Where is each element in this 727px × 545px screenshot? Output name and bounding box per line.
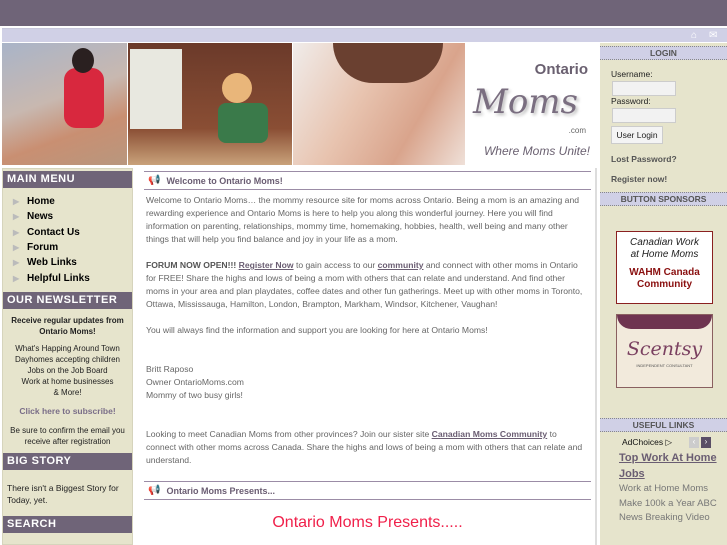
useful-links-title: USEFUL LINKS — [600, 418, 727, 432]
menu-item-forum[interactable] — [13, 240, 132, 255]
main-content — [140, 168, 597, 545]
menu-item-home[interactable] — [13, 194, 132, 209]
signature-name: Britt Raposo — [146, 364, 194, 374]
big-story-text: There isn't a Biggest Story for Today, yet. — [7, 482, 119, 505]
intro-paragraph: Welcome to Ontario Moms… the mommy resource site for moms across Ontario. Being a mom is an amazing and rewarding experience and Ontario Moms is here to help you along this wonderful journey. Here you will find information on parenting, relationships, mommy time, homemaking, hobbies, health, well being and many other things that will help you find balance and joy in your life as a mom. — [146, 195, 580, 244]
sponsor-text: Scentsy — [626, 338, 703, 360]
signature-owner: Owner OntarioMoms.com — [146, 377, 244, 387]
photo-mom-beach — [2, 43, 127, 165]
megaphone-icon: 📢 — [148, 485, 161, 496]
signature-note: Mommy of two busy girls! — [146, 390, 243, 400]
newsletter-item: Jobs on the Job Board — [27, 365, 108, 375]
sponsor-text: Canadian Work — [630, 237, 699, 248]
community-link[interactable]: community — [377, 260, 424, 270]
tagline: Where Moms Unite! — [483, 144, 590, 158]
password-input[interactable] — [612, 108, 676, 123]
sponsor-scentsy[interactable] — [616, 314, 713, 388]
newsletter-item: Dayhomes accepting children — [15, 354, 120, 364]
logo-com: .com — [568, 126, 586, 135]
sister-site-paragraph — [140, 428, 595, 467]
subscribe-link[interactable]: Click here to subscribe! — [19, 405, 116, 416]
menu-item-news[interactable] — [13, 209, 132, 224]
text: to connect with other moms across Canada. Share the highs and lows of being a mom with others that can relate and understand. — [146, 429, 583, 465]
support-paragraph: You will always find the information and support you are looking for here at Ontario Moms! — [146, 325, 488, 335]
menu-label: Contact Us — [27, 226, 80, 238]
menu-label: Forum — [27, 242, 59, 254]
presents-heading — [144, 481, 591, 500]
newsletter-title: OUR NEWSLETTER — [3, 292, 132, 309]
ad-text[interactable]: Work at Home Moms Make 100k a Year ABC News Breaking Video — [619, 483, 717, 523]
arrow-icon: ▶ — [13, 243, 20, 253]
next-ad-icon[interactable]: › — [701, 437, 711, 448]
register-now-link[interactable]: Register now! — [611, 174, 668, 184]
megaphone-icon: 📢 — [148, 175, 161, 186]
scentsy-banner — [617, 315, 712, 329]
menu-label: Home — [27, 196, 55, 208]
arrow-icon: ▶ — [13, 258, 20, 268]
nav-bar — [2, 28, 727, 42]
left-sidebar — [2, 168, 133, 545]
forum-open: FORUM NOW OPEN!!! — [146, 260, 237, 270]
adchoices[interactable]: AdChoices ▷ ‹ › — [600, 437, 727, 448]
lost-password-link[interactable]: Lost Password? — [611, 154, 677, 164]
menu-label: Web Links — [27, 257, 77, 269]
menu-label: Helpful Links — [27, 272, 90, 284]
text: Looking to meet Canadian Moms from other provinces? Join our sister site — [146, 429, 430, 439]
arrow-icon: ▶ — [13, 273, 20, 283]
user-login-button[interactable]: User Login — [611, 126, 663, 144]
username-input[interactable] — [612, 81, 676, 96]
adchoices-label: AdChoices — [622, 437, 664, 447]
main-menu-title: MAIN MENU — [3, 171, 132, 188]
site-logo — [465, 43, 598, 165]
heading-text: Welcome to Ontario Moms! — [166, 175, 283, 186]
home-icon[interactable]: ⌂ — [691, 30, 698, 41]
menu-item-helpful-links[interactable] — [13, 270, 132, 285]
welcome-heading — [144, 171, 591, 190]
menu-item-contact[interactable] — [13, 225, 132, 240]
main-menu — [3, 190, 132, 290]
ad-title-link[interactable]: Top Work At Home Jobs — [619, 452, 717, 480]
logo-ontario: Ontario — [534, 61, 588, 78]
canadian-moms-link[interactable]: Canadian Moms Community — [431, 429, 548, 439]
arrow-icon: ▶ — [13, 197, 20, 207]
prev-ad-icon[interactable]: ‹ — [689, 437, 699, 448]
text: and connect with other moms in Ontario for FREE! Share the highs and lows of being a mom with others that can relate and understand. And find other moms in your area and plan playdates, coffee dates and other fun gatherings. Meet up with other moms in Toronto, Ottawa, Mississauga, Hamilton, London, Brampton, Markham, Windsor, Kitchener, Vaughan! — [146, 260, 583, 309]
newsletter-item: What's Happing Around Town — [15, 343, 120, 353]
arrow-icon: ▶ — [13, 212, 20, 222]
newsletter-items — [3, 341, 132, 402]
mail-icon[interactable]: ✉ — [709, 30, 718, 41]
big-story-title: BIG STORY — [3, 453, 132, 470]
register-now-link[interactable]: Register Now — [238, 260, 294, 270]
sponsors-title: BUTTON SPONSORS — [600, 192, 727, 206]
confirm-note: Be sure to confirm the email you receive after registration — [10, 425, 125, 446]
right-sidebar — [600, 43, 727, 545]
forum-paragraph — [140, 259, 595, 311]
signature — [140, 363, 595, 402]
newsletter-item: Work at home businesses — [21, 376, 114, 386]
sponsor-wahm-canada[interactable] — [616, 231, 713, 304]
login-title: LOGIN — [600, 46, 727, 60]
photo-mom-baby — [293, 43, 465, 165]
search-title: SEARCH — [3, 516, 132, 533]
password-label: Password: — [611, 96, 651, 106]
text: to gain access to our — [295, 260, 376, 270]
photo-baby-computer — [128, 43, 292, 165]
newsletter-item: & More! — [53, 387, 82, 397]
sponsor-text: INDEPENDENT CONSULTANT — [636, 363, 693, 368]
menu-label: News — [27, 211, 54, 223]
heading-text: Ontario Moms Presents... — [166, 485, 275, 496]
menu-item-web-links[interactable] — [13, 255, 132, 270]
top-banner-bar — [0, 0, 727, 26]
header-banner — [2, 43, 598, 165]
username-label: Username: — [611, 69, 653, 79]
presents-banner: Ontario Moms Presents..... — [272, 514, 463, 531]
sponsor-text: at Home Moms — [630, 249, 699, 260]
newsletter-intro: Receive regular updates from Ontario Moms! — [11, 315, 124, 336]
logo-moms: Moms — [473, 82, 578, 122]
arrow-icon: ▶ — [13, 227, 20, 237]
sponsor-text: WAHM Canada — [629, 267, 700, 278]
sponsor-text: Community — [637, 279, 692, 290]
